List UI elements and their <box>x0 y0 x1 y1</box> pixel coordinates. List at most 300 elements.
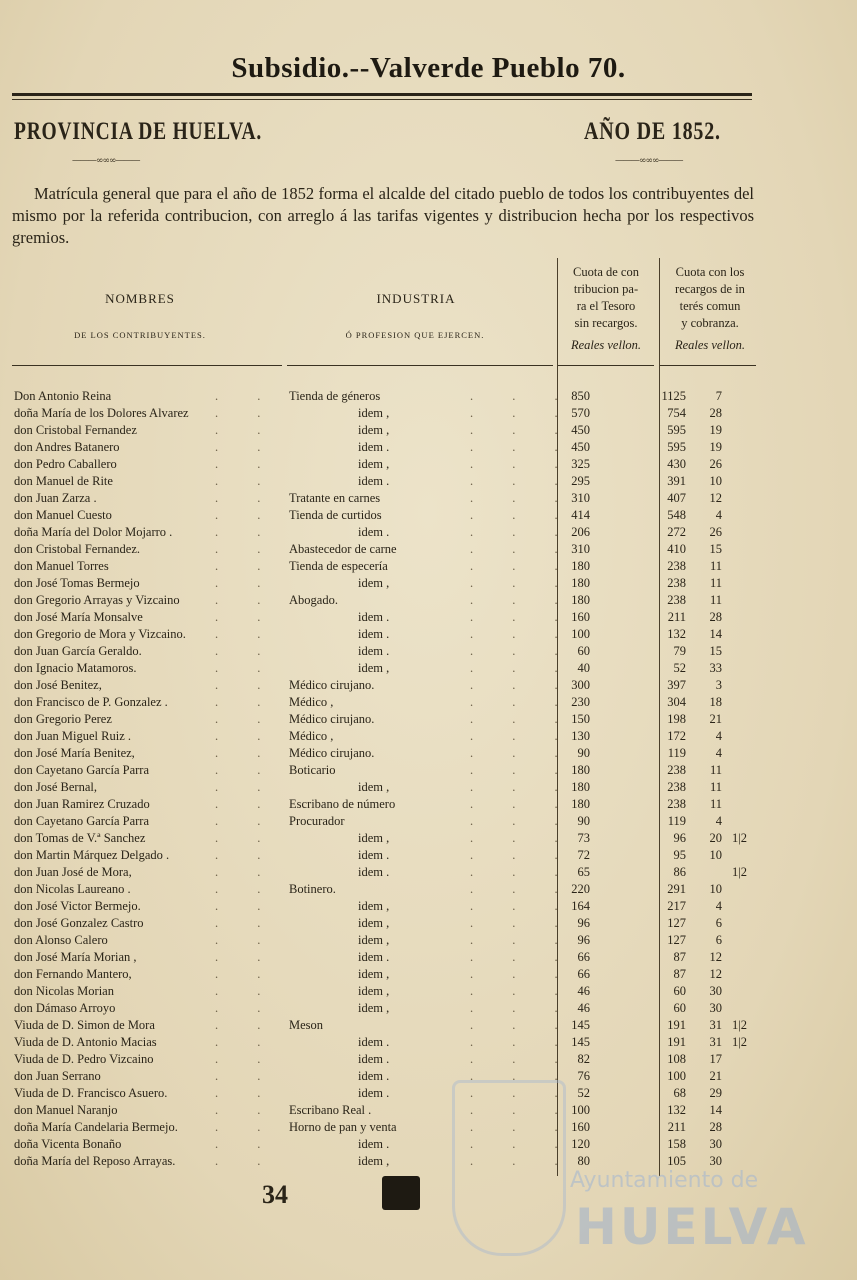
quota-surcharge-cell: 68 <box>673 1086 686 1100</box>
quota-cents-cell: 28 <box>709 610 722 624</box>
leader-dots: . . <box>215 610 279 624</box>
quota-cents-cell: 11 <box>709 576 722 590</box>
table-row <box>0 728 857 745</box>
leader-dots: . . . <box>470 814 576 828</box>
table-row <box>0 1000 857 1017</box>
quota-cents-cell: 11 <box>709 763 722 777</box>
quota-cents-cell: 20 <box>709 831 722 845</box>
quota-surcharge-cell: 238 <box>667 763 686 777</box>
leader-dots: . . . <box>470 627 576 641</box>
quota-fraction-cell: 1|2 <box>732 1018 748 1032</box>
quota-cents-cell: 26 <box>709 457 722 471</box>
table-row <box>0 898 857 915</box>
table-row <box>0 422 857 439</box>
contributor-name: don Pedro Caballero <box>14 457 117 471</box>
contributor-name: don Juan Serrano <box>14 1069 101 1083</box>
watermark-line1: Ayuntamiento de <box>570 1168 759 1193</box>
page-number: 34 <box>262 1180 288 1209</box>
leader-dots: . . <box>215 712 279 726</box>
industry-cell: idem , <box>358 984 390 998</box>
quota-base-cell: 65 <box>577 865 590 879</box>
leader-dots: . . <box>215 882 279 896</box>
table-row <box>0 813 857 830</box>
quota-surcharge-cell: 95 <box>673 848 686 862</box>
quota-base-header <box>556 264 656 354</box>
year-heading: AÑO DE 1852. <box>584 118 721 145</box>
contributor-name: don Manuel Cuesto <box>14 508 112 522</box>
contributor-name: don Ignacio Matamoros. <box>14 661 137 675</box>
leader-dots: . . . <box>470 712 576 726</box>
table-row <box>0 490 857 507</box>
quota-cents-cell: 29 <box>709 1086 722 1100</box>
quota-surcharge-cell: 132 <box>667 1103 686 1117</box>
leader-dots: . . <box>215 984 279 998</box>
leader-dots: . . . <box>470 593 576 607</box>
table-row <box>0 762 857 779</box>
quota-surcharge-cell: 238 <box>667 593 686 607</box>
contributor-name: don Manuel Torres <box>14 559 109 573</box>
quota-base-cell: 40 <box>577 661 590 675</box>
leader-dots: . . <box>215 491 279 505</box>
industry-cell: idem . <box>358 1052 390 1066</box>
table-row <box>0 660 857 677</box>
contributor-name: don Gregorio Arrayas y Vizcaino <box>14 593 180 607</box>
quota-cents-cell: 6 <box>715 933 722 947</box>
leader-dots: . . <box>215 593 279 607</box>
leader-dots: . . <box>215 440 279 454</box>
industry-cell: Médico cirujano. <box>289 712 375 726</box>
quota-base-cell: 180 <box>571 559 590 573</box>
quota-base-cell: 850 <box>571 389 590 403</box>
industry-cell: idem . <box>358 865 390 879</box>
quota-surcharge-cell: 172 <box>667 729 686 743</box>
industry-cell: idem . <box>358 627 390 641</box>
quota-surcharge-cell: 595 <box>667 440 686 454</box>
table-row <box>0 541 857 558</box>
page-header-title: Subsidio.--Valverde Pueblo 70. <box>231 52 626 84</box>
table-row <box>0 507 857 524</box>
quota-cents-cell: 11 <box>709 780 722 794</box>
leader-dots: . . . <box>470 576 576 590</box>
leader-dots: . . <box>215 678 279 692</box>
leader-dots: . . . <box>470 1154 576 1168</box>
contributor-name: Viuda de D. Pedro Vizcaino <box>14 1052 154 1066</box>
leader-dots: . . <box>215 542 279 556</box>
industry-cell: Tratante en carnes <box>289 491 381 505</box>
leader-dots: . . . <box>470 1052 576 1066</box>
quota-base-cell: 52 <box>577 1086 590 1100</box>
quota-base-cell: 145 <box>571 1018 590 1032</box>
quota-surcharge-cell: 52 <box>673 661 686 675</box>
leader-dots: . . <box>215 831 279 845</box>
quota-cents-cell: 6 <box>715 916 722 930</box>
industry-cell: idem . <box>358 848 390 862</box>
watermark-line2: HUELVA <box>575 1198 809 1256</box>
quota-surcharge-cell: 754 <box>667 406 686 420</box>
quota-surcharge-header <box>662 264 758 354</box>
industry-cell: idem , <box>358 661 390 675</box>
leader-dots: . . <box>215 729 279 743</box>
leader-dots: . . <box>215 559 279 573</box>
table-row <box>0 1119 857 1136</box>
quota-base-cell: 82 <box>577 1052 590 1066</box>
quota-base-cell: 60 <box>577 644 590 658</box>
leader-dots: . . . <box>470 559 576 573</box>
leader-dots: . . . <box>470 1086 576 1100</box>
header-rule-thin <box>12 99 752 100</box>
quota-surcharge-cell: 60 <box>673 984 686 998</box>
quota-cents-cell: 19 <box>709 423 722 437</box>
industry-cell: Horno de pan y venta <box>289 1120 397 1134</box>
industry-column-subtitle: Ó PROFESION QUE EJERCEN. <box>345 330 485 340</box>
province-ornament: ———∞∞∞——— <box>72 156 140 166</box>
table-row <box>0 405 857 422</box>
industry-cell: idem . <box>358 610 390 624</box>
quota-base-header-line: Cuota de con <box>573 265 639 279</box>
quota-base-cell: 180 <box>571 763 590 777</box>
quota-base-cell: 90 <box>577 746 590 760</box>
quota-surcharge-cell: 119 <box>667 746 686 760</box>
table-row <box>0 1102 857 1119</box>
quota-cents-cell: 17 <box>709 1052 722 1066</box>
industry-cell: idem . <box>358 1086 390 1100</box>
quota-surcharge-cell: 79 <box>673 644 686 658</box>
quota-surcharge-cell: 108 <box>667 1052 686 1066</box>
leader-dots: . . . <box>470 695 576 709</box>
contributor-name: Viuda de D. Francisco Asuero. <box>14 1086 168 1100</box>
leader-dots: . . <box>215 474 279 488</box>
names-column-title: NOMBRES <box>105 291 175 306</box>
quota-surcharge-cell: 87 <box>673 950 686 964</box>
leader-dots: . . <box>215 1154 279 1168</box>
quota-surcharge-cell: 397 <box>667 678 686 692</box>
leader-dots: . . <box>215 780 279 794</box>
table-row <box>0 983 857 1000</box>
leader-dots: . . . <box>470 848 576 862</box>
quota-base-cell: 66 <box>577 950 590 964</box>
quota-base-cell: 220 <box>571 882 590 896</box>
leader-dots: . . <box>215 865 279 879</box>
quota-cents-cell: 31 <box>709 1018 722 1032</box>
leader-dots: . . . <box>470 1035 576 1049</box>
quota-cents-cell: 10 <box>709 848 722 862</box>
quota-cents-cell: 4 <box>715 746 722 760</box>
quota-cents-cell: 12 <box>709 967 722 981</box>
contributor-name: don José Victor Bermejo. <box>14 899 141 913</box>
quota-surcharge-cell: 105 <box>667 1154 686 1168</box>
quota-cents-cell: 30 <box>709 1001 722 1015</box>
industry-cell: idem . <box>358 950 390 964</box>
leader-dots: . . <box>215 1137 279 1151</box>
leader-dots: . . . <box>470 525 576 539</box>
leader-dots: . . . <box>470 950 576 964</box>
quota-base-cell: 76 <box>577 1069 590 1083</box>
quota-base-cell: 46 <box>577 1001 590 1015</box>
leader-dots: . . <box>215 950 279 964</box>
quota-surcharge-cell: 100 <box>667 1069 686 1083</box>
ink-blot <box>382 1176 420 1210</box>
quota-cents-cell: 30 <box>709 984 722 998</box>
quota-base-cell: 72 <box>577 848 590 862</box>
quota-surcharge-cell: 86 <box>673 865 686 879</box>
leader-dots: . . . <box>470 729 576 743</box>
industry-cell: Boticario <box>289 763 336 777</box>
quota-base-cell: 180 <box>571 797 590 811</box>
quota-cents-cell: 4 <box>715 508 722 522</box>
quota-cents-cell: 11 <box>709 559 722 573</box>
quota-cents-cell: 28 <box>709 406 722 420</box>
quota-surcharge-cell: 60 <box>673 1001 686 1015</box>
quota-base-cell: 414 <box>571 508 590 522</box>
quota-cents-cell: 21 <box>709 712 722 726</box>
leader-dots: . . <box>215 1086 279 1100</box>
industry-cell: Botinero. <box>289 882 336 896</box>
leader-dots: . . <box>215 1069 279 1083</box>
quota-base-cell: 180 <box>571 780 590 794</box>
leader-dots: . . <box>215 1103 279 1117</box>
leader-dots: . . . <box>470 1103 576 1117</box>
quota-surcharge-cell: 1125 <box>661 389 686 403</box>
quota-surcharge-header-rule <box>660 365 756 366</box>
quota-surcharge-header-line: terés comun <box>679 299 741 313</box>
quota-surcharge-cell: 430 <box>667 457 686 471</box>
names-column-subtitle: DE LOS CONTRIBUYENTES. <box>74 330 206 340</box>
industry-cell: Médico cirujano. <box>289 678 375 692</box>
table-row <box>0 949 857 966</box>
quota-base-header-line: tribucion pa- <box>573 282 639 296</box>
quota-cents-cell: 10 <box>709 474 722 488</box>
quota-cents-cell: 4 <box>715 814 722 828</box>
table-row <box>0 932 857 949</box>
contributor-name: don José Tomas Bermejo <box>14 576 140 590</box>
leader-dots: . . . <box>470 661 576 675</box>
table-row <box>0 473 857 490</box>
quota-cents-cell: 21 <box>709 1069 722 1083</box>
table-row <box>0 830 857 847</box>
industry-cell: Médico , <box>289 729 334 743</box>
contributor-name: don Cristobal Fernandez. <box>14 542 141 556</box>
quota-surcharge-cell: 291 <box>667 882 686 896</box>
contributor-name: doña María Candelaria Bermejo. <box>14 1120 178 1134</box>
leader-dots: . . <box>215 406 279 420</box>
table-row <box>0 1068 857 1085</box>
header-rule-thick <box>12 93 752 96</box>
table-row <box>0 388 857 405</box>
leader-dots: . . . <box>470 763 576 777</box>
quota-surcharge-cell: 198 <box>667 712 686 726</box>
leader-dots: . . . <box>470 678 576 692</box>
contributor-name: don Juan García Geraldo. <box>14 644 142 658</box>
leader-dots: . . <box>215 508 279 522</box>
quota-cents-cell: 4 <box>715 729 722 743</box>
table-row <box>0 609 857 626</box>
contributor-name: don Juan Ramirez Cruzado <box>14 797 150 811</box>
quota-cents-cell: 18 <box>709 695 722 709</box>
table-row <box>0 439 857 456</box>
industry-cell: idem . <box>358 474 390 488</box>
table-row <box>0 1085 857 1102</box>
quota-base-cell: 90 <box>577 814 590 828</box>
table-row <box>0 915 857 932</box>
quota-fraction-cell: 1|2 <box>732 1035 748 1049</box>
industry-cell: idem , <box>358 1154 390 1168</box>
quota-base-cell: 180 <box>571 576 590 590</box>
quota-cents-cell: 31 <box>709 1035 722 1049</box>
contributor-name: don Martin Márquez Delgado . <box>14 848 170 862</box>
leader-dots: . . . <box>470 1069 576 1083</box>
industry-header-rule <box>287 365 553 366</box>
quota-base-cell: 450 <box>571 423 590 437</box>
leader-dots: . . <box>215 389 279 403</box>
table-row <box>0 694 857 711</box>
leader-dots: . . . <box>470 474 576 488</box>
quota-surcharge-cell: 272 <box>667 525 686 539</box>
quota-base-cell: 164 <box>571 899 590 913</box>
industry-cell: Médico cirujano. <box>289 746 375 760</box>
table-row <box>0 881 857 898</box>
industry-cell: Escribano Real . <box>289 1103 372 1117</box>
quota-surcharge-cell: 595 <box>667 423 686 437</box>
quota-base-cell: 180 <box>571 593 590 607</box>
industry-cell: Abastecedor de carne <box>289 542 397 556</box>
contributor-name: don Francisco de P. Gonzalez . <box>14 695 168 709</box>
contributor-name: don Tomas de V.ª Sanchez <box>14 831 146 845</box>
industry-column-title: INDUSTRIA <box>376 291 456 306</box>
quota-base-header-line: ra el Tesoro <box>576 299 636 313</box>
quota-base-cell: 570 <box>571 406 590 420</box>
industry-cell: Procurador <box>289 814 345 828</box>
quota-surcharge-header-line: recargos de in <box>675 282 745 296</box>
leader-dots: . . . <box>470 508 576 522</box>
leader-dots: . . <box>215 695 279 709</box>
leader-dots: . . <box>215 746 279 760</box>
quota-surcharge-cell: 87 <box>673 967 686 981</box>
leader-dots: . . <box>215 933 279 947</box>
leader-dots: . . <box>215 1120 279 1134</box>
watermark-seal <box>452 1080 566 1256</box>
table-row <box>0 456 857 473</box>
industry-cell: idem . <box>358 1069 390 1083</box>
table-row <box>0 1051 857 1068</box>
table-row <box>0 1017 857 1034</box>
quota-base-header-line: sin recargos. <box>574 316 638 330</box>
quota-surcharge-cell: 211 <box>667 610 686 624</box>
table-row <box>0 745 857 762</box>
contributor-name: don José María Morian , <box>14 950 137 964</box>
table-row <box>0 847 857 864</box>
quota-base-cell: 46 <box>577 984 590 998</box>
contributor-name: don Nicolas Laureano . <box>14 882 131 896</box>
contributor-name: don Manuel Naranjo <box>14 1103 118 1117</box>
quota-base-cell: 325 <box>571 457 590 471</box>
leader-dots: . . <box>215 1052 279 1066</box>
leader-dots: . . <box>215 661 279 675</box>
quota-cents-cell: 11 <box>709 593 722 607</box>
contributor-name: doña Vicenta Bonaño <box>14 1137 122 1151</box>
quota-cents-cell: 33 <box>709 661 722 675</box>
industry-cell: Tienda de curtidos <box>289 508 382 522</box>
contributor-name: doña María del Reposo Arrayas. <box>14 1154 176 1168</box>
quota-cents-cell: 12 <box>709 950 722 964</box>
contributor-name: doña María del Dolor Mojarro . <box>14 525 173 539</box>
quota-surcharge-cell: 238 <box>667 797 686 811</box>
leader-dots: . . <box>215 967 279 981</box>
quota-surcharge-cell: 158 <box>667 1137 686 1151</box>
quota-surcharge-cell: 238 <box>667 780 686 794</box>
industry-cell: idem , <box>358 576 390 590</box>
industry-cell: idem , <box>358 457 390 471</box>
quota-base-cell: 80 <box>577 1154 590 1168</box>
industry-cell: idem , <box>358 406 390 420</box>
quota-cents-cell: 19 <box>709 440 722 454</box>
contributor-name: don Cayetano García Parra <box>14 814 150 828</box>
industry-cell: Abogado. <box>289 593 338 607</box>
quota-surcharge-cell: 191 <box>667 1018 686 1032</box>
quota-fraction-cell: 1|2 <box>732 865 748 879</box>
quota-cents-cell: 4 <box>715 899 722 913</box>
contributor-name: Viuda de D. Simon de Mora <box>14 1018 155 1032</box>
quota-base-cell: 160 <box>571 610 590 624</box>
leader-dots: . . . <box>470 916 576 930</box>
leader-dots: . . . <box>470 406 576 420</box>
leader-dots: . . <box>215 644 279 658</box>
industry-cell: idem . <box>358 1137 390 1151</box>
quota-surcharge-header-line: Cuota con los <box>675 265 745 279</box>
quota-base-unit: Reales vellon. <box>570 338 642 352</box>
contributor-name: don Juan José de Mora, <box>14 865 132 879</box>
contributor-name: don Dámaso Arroyo <box>14 1001 116 1015</box>
quota-cents-cell: 15 <box>709 644 722 658</box>
leader-dots: . . . <box>470 610 576 624</box>
quota-surcharge-cell: 119 <box>667 814 686 828</box>
quota-surcharge-unit: Reales vellon. <box>674 338 746 352</box>
contributor-name: don José María Benitez, <box>14 746 135 760</box>
contributor-name: don Alonso Calero <box>14 933 108 947</box>
quota-surcharge-header-line: y cobranza. <box>681 316 739 330</box>
contributor-name: don José Benitez, <box>14 678 102 692</box>
table-row <box>0 558 857 575</box>
leader-dots: . . . <box>470 746 576 760</box>
quota-cents-cell: 3 <box>715 678 722 692</box>
leader-dots: . . <box>215 627 279 641</box>
quota-cents-cell: 15 <box>709 542 722 556</box>
leader-dots: . . . <box>470 542 576 556</box>
quota-surcharge-cell: 96 <box>673 831 686 845</box>
quota-base-cell: 100 <box>571 627 590 641</box>
table-row <box>0 575 857 592</box>
contributor-name: don Juan Miguel Ruiz . <box>14 729 132 743</box>
industry-cell: idem , <box>358 967 390 981</box>
quota-cents-cell: 28 <box>709 1120 722 1134</box>
quota-base-cell: 295 <box>571 474 590 488</box>
leader-dots: . . <box>215 797 279 811</box>
table-row <box>0 1136 857 1153</box>
contributor-name: don Gregorio de Mora y Vizcaino. <box>14 627 186 641</box>
leader-dots: . . . <box>470 984 576 998</box>
leader-dots: . . . <box>470 389 576 403</box>
quota-base-cell: 96 <box>577 933 590 947</box>
industry-cell: idem . <box>358 440 390 454</box>
quota-cents-cell: 11 <box>709 797 722 811</box>
leader-dots: . . <box>215 814 279 828</box>
industry-cell: idem , <box>358 423 390 437</box>
table-row <box>0 677 857 694</box>
table-row <box>0 966 857 983</box>
quota-base-cell: 310 <box>571 491 590 505</box>
leader-dots: . . <box>215 1035 279 1049</box>
leader-dots: . . . <box>470 423 576 437</box>
table-row <box>0 592 857 609</box>
